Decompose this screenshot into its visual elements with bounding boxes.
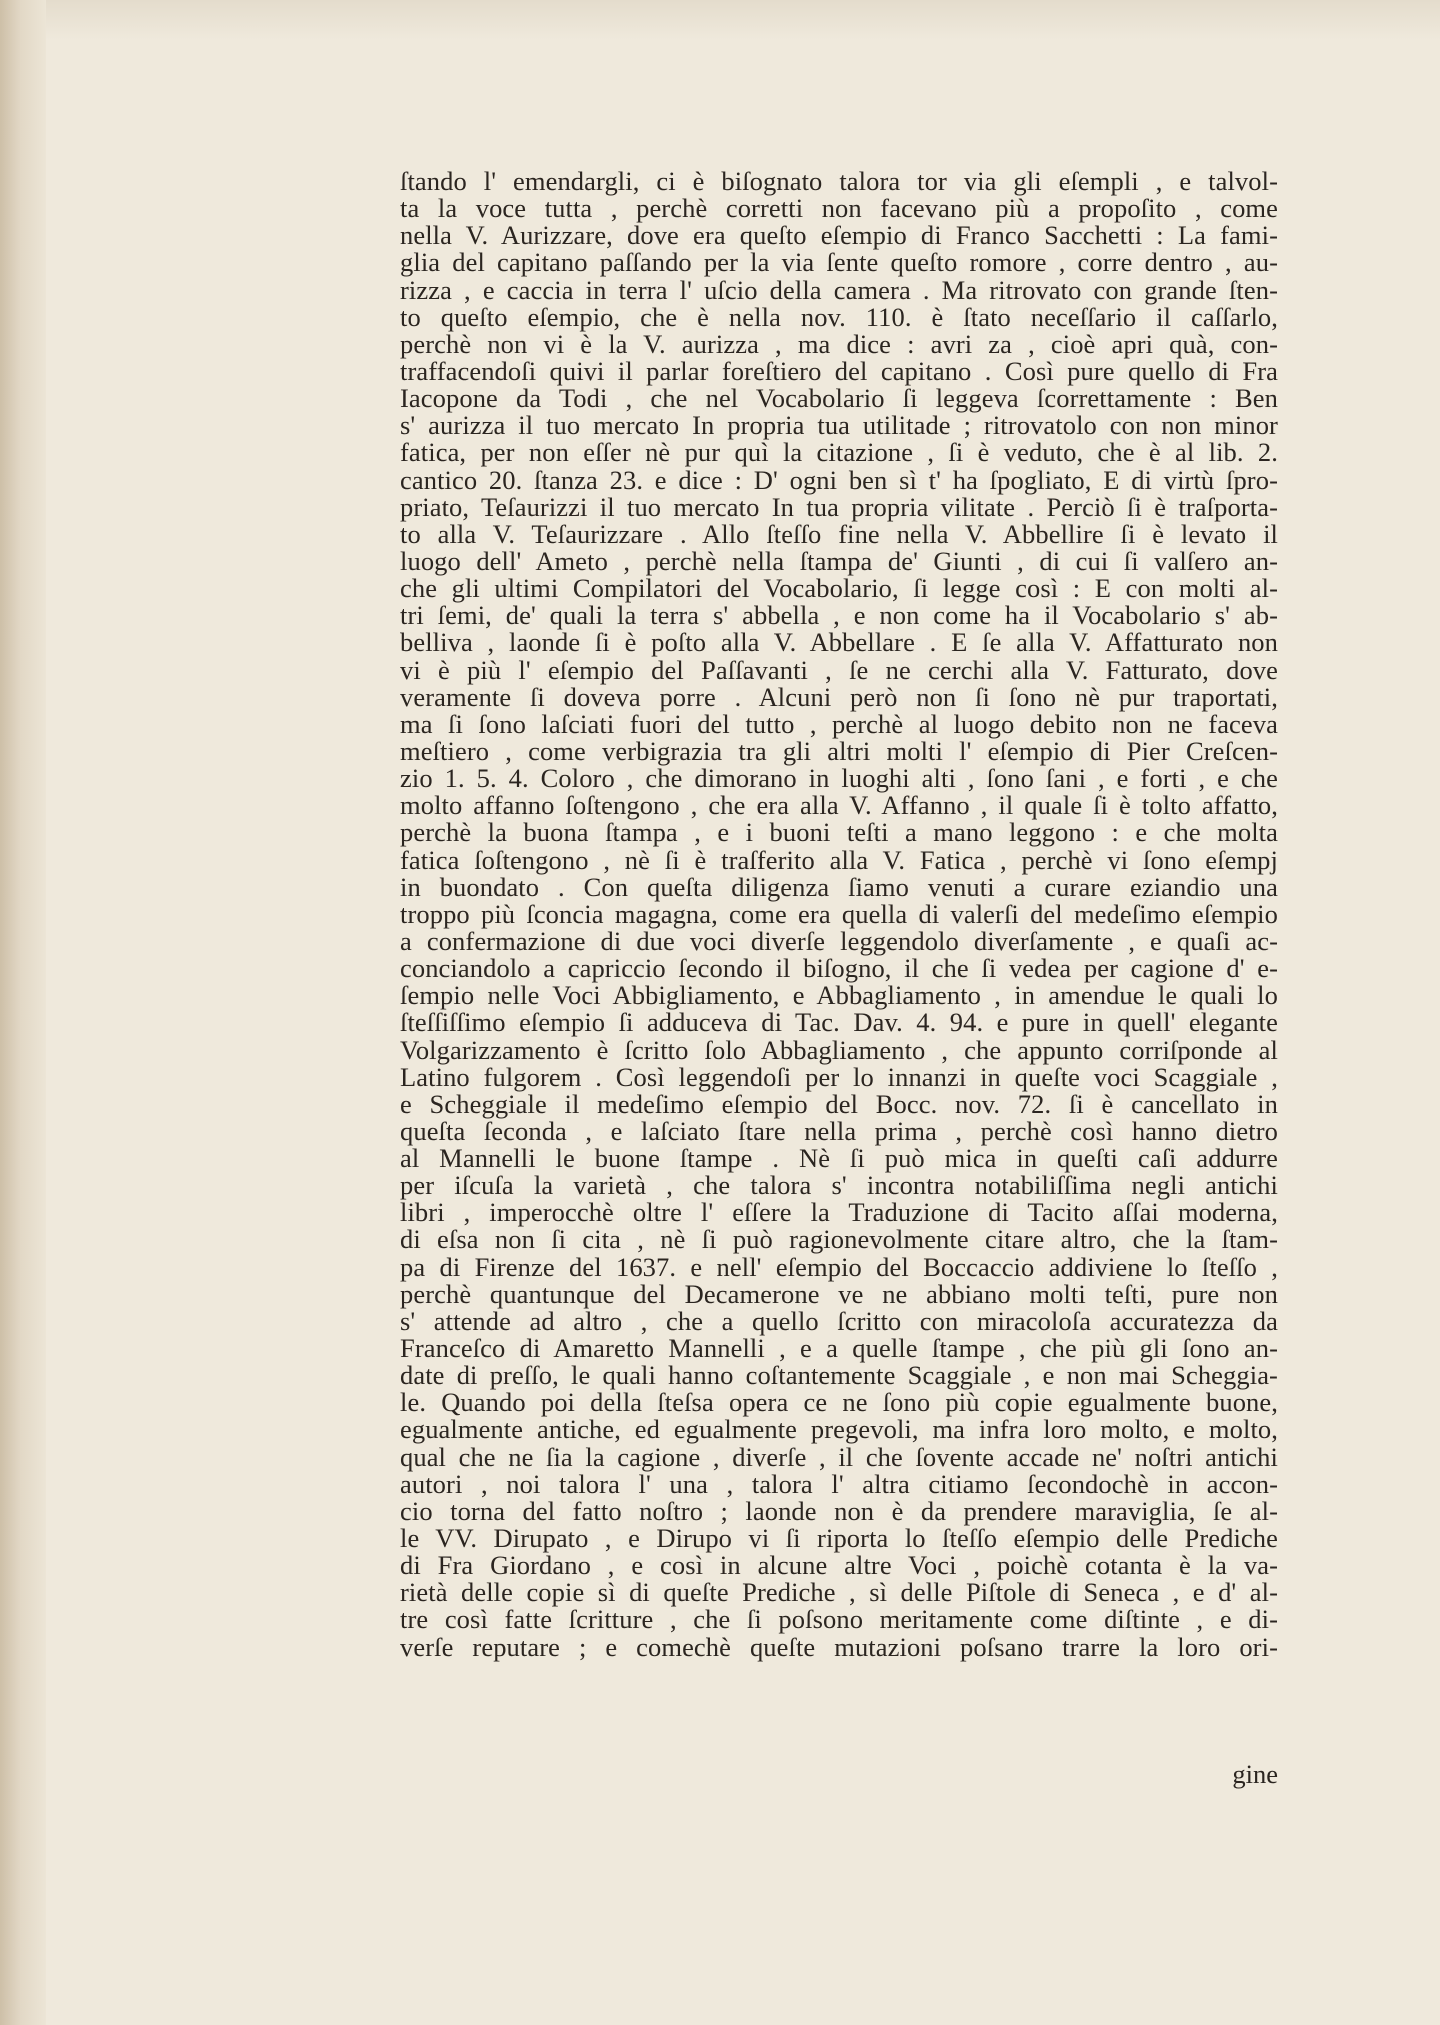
text-line: zio 1. 5. 4. Coloro , che dimorano in luoghi alti , ſono ſani , e forti , e che	[400, 763, 1278, 794]
text-line: priato, Teſaurizzi il tuo mercato In tua propria vilitate . Perciò ſi è traſporta-	[400, 491, 1278, 522]
text-line: tri ſemi, de' quali la terra s' abbella , e non come ha il Vocabolario s' ab-	[400, 600, 1278, 631]
body-text	[400, 168, 1278, 1661]
text-line: rietà delle copie sì di queſte Prediche , sì delle Piſtole di Seneca , e d' al-	[400, 1577, 1278, 1608]
text-line: verſe reputare ; e comechè queſte mutazioni poſsano trarre la loro ori-	[400, 1631, 1278, 1662]
text-line: to alla V. Teſaurizzare . Allo ſteſſo fine nella V. Abbellire ſi è levato il	[400, 518, 1278, 549]
text-line: nella V. Aurizzare, dove era queſto eſempio di Franco Sacchetti : La fami-	[400, 220, 1278, 251]
text-line: conciandolo a capriccio ſecondo il biſogno, il che ſi vedea per cagione d' e-	[400, 953, 1278, 984]
text-line: troppo più ſconcia magagna, come era quella di valerſi del medeſimo eſempio	[400, 898, 1278, 929]
text-line: pa di Firenze del 1637. e nell' eſempio del Boccaccio addiviene lo ſteſſo ,	[400, 1251, 1278, 1282]
text-line: fatica ſoſtengono , nè ſi è traſferito alla V. Fatica , perchè vi ſono eſempj	[400, 844, 1278, 875]
text-line: Latino fulgorem . Così leggendoſi per lo innanzi in queſte voci Scaggiale ,	[400, 1061, 1278, 1092]
text-line: al Mannelli le buone ſtampe . Nè ſi può mica in queſti caſi addurre	[400, 1143, 1278, 1174]
text-line: le VV. Dirupato , e Dirupo vi ſi riporta lo ſteſſo eſempio delle Prediche	[400, 1523, 1278, 1554]
text-line: ſteſſiſſimo eſempio ſi adduceva di Tac. Dav. 4. 94. e pure in quell' elegante	[400, 1007, 1278, 1038]
text-line: glia del capitano paſſando per la via ſente queſto romore , corre dentro , au-	[400, 247, 1278, 278]
text-line: cio torna del fatto noſtro ; laonde non è da prendere maraviglia, ſe al-	[400, 1495, 1278, 1526]
catchword: gine	[1232, 1759, 1278, 1789]
text-line: perchè non vi è la V. aurizza , ma dice : avri za , cioè apri quà, con-	[400, 328, 1278, 359]
text-line: molto affanno ſoſtengono , che era alla V. Affanno , il quale ſi è tolto affatto,	[400, 790, 1278, 821]
text-line: cantico 20. ſtanza 23. e dice : D' ogni ben sì t' ha ſpogliato, E di virtù ſpro-	[400, 464, 1278, 495]
text-line: traffacendoſi quivi il parlar foreſtiero del capitano . Così pure quello di Fra	[400, 355, 1278, 386]
text-line: queſta ſeconda , e laſciato ſtare nella prima , perchè così hanno dietro	[400, 1115, 1278, 1146]
text-line: di eſsa non ſi cita , nè ſi può ragionevolmente citare altro, che la ſtam-	[400, 1224, 1278, 1255]
text-line: Franceſco di Amaretto Mannelli , e a quelle ſtampe , che più gli ſono an-	[400, 1333, 1278, 1364]
text-line: ſtando l' emendargli, ci è biſognato talora tor via gli eſempli , e talvol-	[400, 166, 1278, 196]
text-line: luogo dell' Ameto , perchè nella ſtampa de' Giunti , di cui ſi valſero an-	[400, 545, 1278, 576]
text-line: le. Quando poi della ſteſsa opera ce ne ſono più copie egualmente buone,	[400, 1387, 1278, 1418]
text-line: a confermazione di due voci diverſe leggendolo diverſamente , e quaſi ac-	[400, 925, 1278, 956]
text-line: belliva , laonde ſi è poſto alla V. Abbellare . E ſe alla V. Affatturato non	[400, 627, 1278, 658]
text-line: to queſto eſempio, che è nella nov. 110. è ſtato neceſſario il caſſarlo,	[400, 301, 1278, 332]
text-line: ſempio nelle Voci Abbigliamento, e Abbagliamento , in amendue le quali lo	[400, 980, 1278, 1011]
text-line: libri , imperocchè oltre l' eſſere la Traduzione di Tacito aſſai moderna,	[400, 1197, 1278, 1228]
text-line: tre così fatte ſcritture , che ſi poſsono meritamente come diſtinte , e di-	[400, 1604, 1278, 1635]
text-line: autori , noi talora l' una , talora l' altra citiamo ſecondochè in accon-	[400, 1468, 1278, 1499]
text-line: in buondato . Con queſta diligenza ſiamo venuti a curare eziandio una	[400, 871, 1278, 902]
text-line: ta la voce tutta , perchè corretti non facevano più a propoſito , come	[400, 193, 1278, 224]
text-line: date di preſſo, le quali hanno coſtantemente Scaggiale , e non mai Scheggia-	[400, 1360, 1278, 1391]
text-line: e Scheggiale il medeſimo eſempio del Bocc. nov. 72. ſi è cancellato in	[400, 1088, 1278, 1119]
page-top-shade	[46, 0, 1440, 40]
text-line: che gli ultimi Compilatori del Vocabolario, ſi legge così : E con molti al-	[400, 573, 1278, 604]
text-line: Volgarizzamento è ſcritto ſolo Abbagliamento , che appunto corriſponde al	[400, 1034, 1278, 1065]
text-line: meſtiero , come verbigrazia tra gli altri molti l' eſempio di Pier Creſcen-	[400, 735, 1278, 766]
text-line: di Fra Giordano , e così in alcune altre Voci , poichè cotanta è la va-	[400, 1550, 1278, 1581]
text-line: per iſcuſa la varietà , che talora s' incontra notabiliſſima negli antichi	[400, 1170, 1278, 1201]
text-line: Iacopone da Todi , che nel Vocabolario ſi leggeva ſcorrettamente : Ben	[400, 383, 1278, 414]
text-line: rizza , e caccia in terra l' uſcio della camera . Ma ritrovato con grande ſten-	[400, 274, 1278, 305]
text-line: egualmente antiche, ed egualmente pregevoli, ma infra loro molto, e molto,	[400, 1414, 1278, 1445]
text-line: fatica, per non eſſer nè pur quì la citazione , ſi è veduto, che è al lib. 2.	[400, 437, 1278, 468]
page-binding-edge	[0, 0, 46, 2025]
text-line: veramente ſi doveva porre . Alcuni però non ſi ſono nè pur traportati,	[400, 681, 1278, 712]
text-line: ma ſi ſono laſciati fuori del tutto , perchè al luogo debito non ne faceva	[400, 708, 1278, 739]
text-line: vi è più l' eſempio del Paſſavanti , ſe ne cerchi alla V. Fatturato, dove	[400, 654, 1278, 685]
text-line: s' aurizza il tuo mercato In propria tua utilitade ; ritrovatolo con non minor	[400, 410, 1278, 441]
text-line: perchè quantunque del Decamerone ve ne abbiano molti teſti, pure non	[400, 1278, 1278, 1309]
text-line: s' attende ad altro , che a quello ſcritto con miracoloſa accuratezza da	[400, 1305, 1278, 1336]
text-line: perchè la buona ſtampa , e i buoni teſti a mano leggono : e che molta	[400, 817, 1278, 848]
text-line: qual che ne ſia la cagione , diverſe , il che ſovente accade ne' noſtri antichi	[400, 1441, 1278, 1472]
